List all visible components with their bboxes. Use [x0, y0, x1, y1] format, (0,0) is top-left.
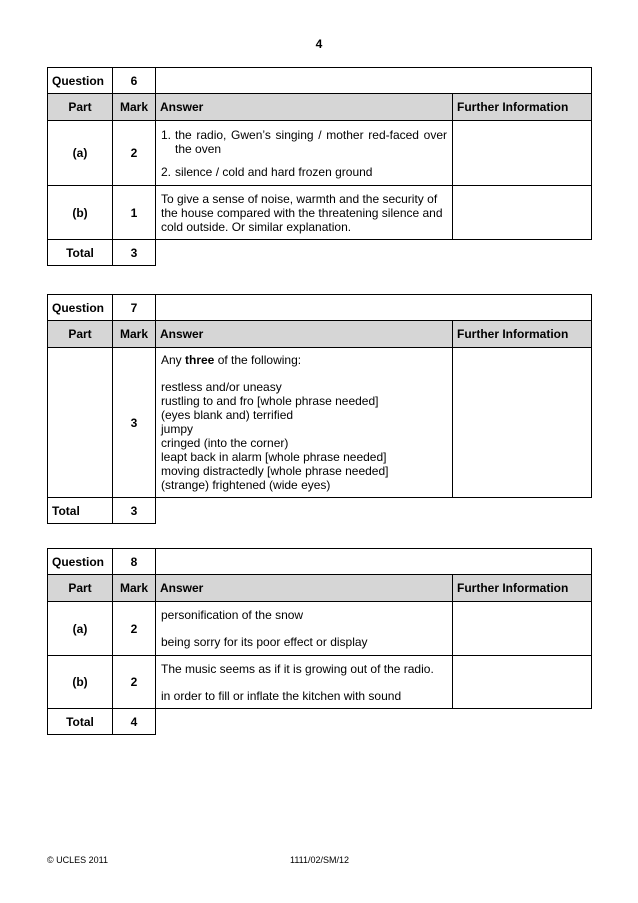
total-value: 3	[113, 498, 156, 524]
part-b: (b)	[48, 186, 113, 240]
part-header: Part	[48, 94, 113, 121]
mark-b: 2	[113, 656, 156, 709]
answer-a	[156, 121, 453, 186]
mark-b: 1	[113, 186, 156, 240]
further-info	[453, 348, 592, 498]
mark-header: Mark	[113, 321, 156, 348]
answer-item: cringed (into the corner)	[161, 436, 289, 450]
footer-copyright: © UCLES 2011	[47, 855, 108, 865]
answer-item: silence / cold and hard frozen ground	[175, 164, 373, 179]
answer-line: in order to fill or inflate the kitchen with sound	[161, 688, 402, 703]
question-number: 6	[113, 68, 156, 94]
question-number: 7	[113, 295, 156, 321]
answer-item: (eyes blank and) terrified	[161, 408, 294, 422]
part-header: Part	[48, 575, 113, 602]
answer-item: the radio, Gwen’s singing / mother red-faced over the oven	[175, 127, 447, 156]
further-b	[453, 186, 592, 240]
mark-header: Mark	[113, 575, 156, 602]
part-b: (b)	[48, 656, 113, 709]
question-blank	[156, 68, 592, 94]
footer-code: 1111/02/SM/12	[290, 855, 350, 865]
answer-header: Answer	[156, 575, 453, 602]
part-blank	[48, 348, 113, 498]
total-label: Total	[48, 709, 113, 735]
answer-list	[156, 348, 453, 498]
answer-intro: Any three of the following:	[161, 353, 302, 367]
answer-line: personification of the snow	[161, 608, 304, 622]
further-header: Further Information	[453, 575, 592, 602]
page-number: 4	[315, 37, 323, 51]
total-value: 4	[113, 709, 156, 735]
total-value: 3	[113, 240, 156, 266]
question-label: Question	[48, 68, 113, 94]
further-header: Further Information	[453, 321, 592, 348]
answer-a	[156, 602, 453, 656]
mark-a: 2	[113, 121, 156, 186]
question-blank	[156, 295, 592, 321]
answer-item: jumpy	[161, 422, 194, 436]
answer-item: moving distractedly [whole phrase needed]	[161, 464, 389, 478]
further-a	[453, 602, 592, 656]
question-7-table	[47, 294, 592, 524]
further-b	[453, 656, 592, 709]
mark-header: Mark	[113, 94, 156, 121]
item-number: 2.	[161, 164, 172, 179]
part-a: (a)	[48, 121, 113, 186]
total-label: Total	[48, 498, 113, 524]
question-8-table	[47, 548, 592, 735]
mark-value: 3	[113, 348, 156, 498]
answer-b: To give a sense of noise, warmth and the security of the house compared with the threatening silence and cold outside. Or similar explanation.	[156, 186, 453, 240]
answer-item: rustling to and fro [whole phrase needed]	[161, 394, 379, 408]
answer-item: leapt back in alarm [whole phrase needed]	[161, 450, 387, 464]
question-blank	[156, 549, 592, 575]
mark-a: 2	[113, 602, 156, 656]
answer-b	[156, 656, 453, 709]
part-header: Part	[48, 321, 113, 348]
answer-item: (strange) frightened (wide eyes)	[161, 478, 331, 492]
answer-line: being sorry for its poor effect or display	[161, 635, 368, 649]
answer-header: Answer	[156, 94, 453, 121]
part-a: (a)	[48, 602, 113, 656]
answer-item: restless and/or uneasy	[161, 380, 282, 394]
answer-header: Answer	[156, 321, 453, 348]
question-6-table	[47, 67, 592, 266]
question-label: Question	[48, 549, 113, 575]
total-label: Total	[48, 240, 113, 266]
further-header: Further Information	[453, 94, 592, 121]
item-number: 1.	[161, 127, 172, 142]
question-label: Question	[48, 295, 113, 321]
further-a	[453, 121, 592, 186]
answer-line: The music seems as if it is growing out of the radio.	[161, 661, 434, 676]
question-number: 8	[113, 549, 156, 575]
